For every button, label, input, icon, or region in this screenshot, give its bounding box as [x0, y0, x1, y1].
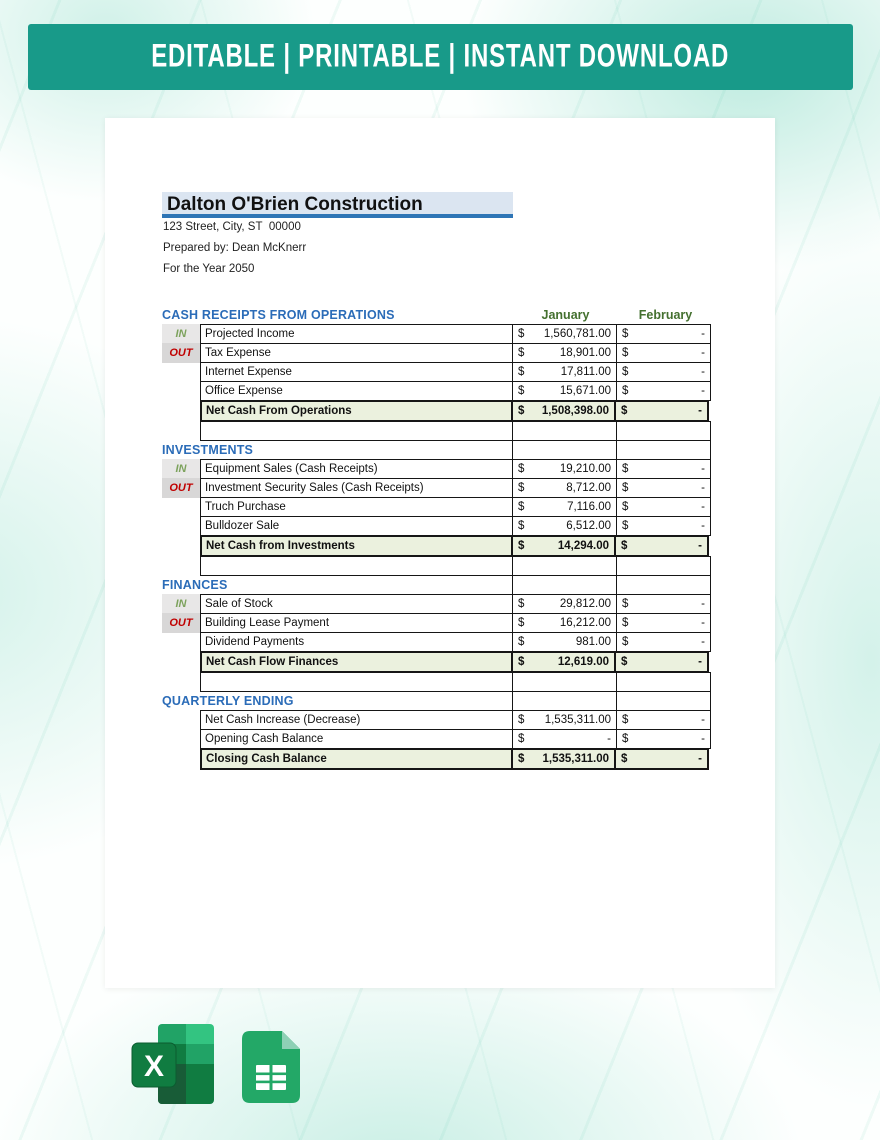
cell-january [512, 613, 617, 633]
promo-banner [28, 24, 853, 90]
cell-value: 29,812.00 [559, 598, 611, 610]
total-label-cell: Closing Cash Balance [200, 748, 513, 770]
currency-symbol: $ [518, 385, 525, 397]
cell-january [512, 381, 617, 401]
row-label-cell: Net Cash Increase (Decrease) [200, 710, 513, 730]
cell-value: 16,212.00 [559, 617, 611, 629]
spacer-row [162, 421, 716, 441]
cell-value: - [701, 617, 705, 629]
row-tag-in: IN [162, 324, 200, 344]
total-row [162, 400, 716, 422]
row-label-cell: Dividend Payments [200, 632, 513, 652]
cell-february [614, 535, 709, 557]
currency-symbol: $ [622, 733, 629, 745]
cell-value: - [701, 347, 705, 359]
cell-january [512, 343, 617, 363]
empty-cell [512, 421, 617, 441]
cell-value: 1,508,398.00 [541, 405, 609, 417]
cell-february [616, 710, 711, 730]
cell-value: 18,901.00 [559, 347, 611, 359]
row-label-cell: Sale of Stock [200, 594, 513, 614]
cell-february [616, 440, 711, 460]
currency-symbol: $ [622, 347, 629, 359]
tag-spacer [162, 535, 200, 557]
section-header-row [162, 305, 716, 325]
column-header-january: January [541, 308, 590, 322]
total-row [162, 535, 716, 557]
empty-cell [616, 421, 711, 441]
currency-symbol: $ [518, 405, 525, 417]
row-tag-out: OUT [162, 343, 200, 363]
total-label-cell: Net Cash from Investments [200, 535, 513, 557]
currency-symbol: $ [622, 617, 629, 629]
row-label-cell: Opening Cash Balance [200, 729, 513, 749]
currency-symbol: $ [518, 366, 525, 378]
cell-february [614, 651, 709, 673]
total-label-cell: Net Cash Flow Finances [200, 651, 513, 673]
currency-symbol: $ [518, 753, 525, 765]
cell-january [512, 729, 617, 749]
cell-value: 19,210.00 [559, 463, 611, 475]
cell-january [512, 324, 617, 344]
currency-symbol: $ [518, 482, 525, 494]
currency-symbol: $ [518, 347, 525, 359]
cell-value: 12,619.00 [557, 656, 609, 668]
cell-value: - [701, 328, 705, 340]
row-tag-in: IN [162, 459, 200, 479]
cell-january [512, 516, 617, 536]
cell-january [512, 632, 617, 652]
cell-february [616, 324, 711, 344]
cell-february [616, 343, 711, 363]
currency-symbol: $ [622, 520, 629, 532]
cell-january [512, 594, 617, 614]
cell-value: - [701, 636, 705, 648]
cell-january [511, 748, 616, 770]
currency-symbol: $ [622, 482, 629, 494]
tag-spacer [162, 497, 200, 517]
cell-value: - [701, 520, 705, 532]
table-row [162, 497, 716, 517]
tag-spacer [162, 362, 200, 382]
cell-january [512, 478, 617, 498]
row-label-cell: Truch Purchase [200, 497, 513, 517]
tag-spacer [162, 421, 200, 441]
tag-spacer [162, 672, 200, 692]
table-row [162, 729, 716, 749]
cell-value: - [701, 714, 705, 726]
cell-value: - [701, 463, 705, 475]
spreadsheet-table [162, 305, 716, 770]
empty-cell [200, 556, 513, 576]
cell-value: - [698, 656, 702, 668]
total-row [162, 651, 716, 673]
year-line: For the Year 2050 [163, 263, 255, 275]
row-tag-out: OUT [162, 478, 200, 498]
section-header-row [162, 691, 716, 711]
table-row [162, 613, 716, 633]
cell-february [616, 613, 711, 633]
cell-value: 981.00 [575, 636, 611, 648]
cell-value: - [701, 733, 705, 745]
cell-value: 14,294.00 [557, 540, 609, 552]
row-label-cell: Internet Expense [200, 362, 513, 382]
currency-symbol: $ [622, 366, 629, 378]
cell-february [616, 459, 711, 479]
cell-value: - [701, 598, 705, 610]
section-title: INVESTMENTS [162, 443, 254, 457]
empty-cell [512, 672, 617, 692]
cell-value: 1,560,781.00 [543, 328, 611, 340]
excel-icon[interactable] [128, 1022, 216, 1106]
cell-january [512, 459, 617, 479]
cell-february [616, 691, 711, 711]
cell-february [616, 516, 711, 536]
cell-value: - [698, 753, 702, 765]
cell-january [512, 691, 617, 711]
row-label-cell: Building Lease Payment [200, 613, 513, 633]
total-row [162, 748, 716, 770]
cell-january [512, 710, 617, 730]
currency-symbol: $ [621, 540, 628, 552]
table-row [162, 381, 716, 401]
cell-february [616, 497, 711, 517]
currency-symbol: $ [622, 385, 629, 397]
row-label-cell: Tax Expense [200, 343, 513, 363]
document-page [105, 118, 775, 988]
row-label-cell: Bulldozer Sale [200, 516, 513, 536]
cell-value: - [698, 540, 702, 552]
cell-january [511, 535, 616, 557]
table-row [162, 324, 716, 344]
currency-symbol: $ [518, 636, 525, 648]
company-address: 123 Street, City, ST 00000 [163, 221, 301, 233]
currency-symbol: $ [518, 714, 525, 726]
cell-value: 6,512.00 [566, 520, 611, 532]
cell-january [511, 400, 616, 422]
empty-cell [616, 556, 711, 576]
empty-cell [200, 672, 513, 692]
cell-february [616, 478, 711, 498]
promo-banner-text: EDITABLE | PRINTABLE | INSTANT DOWNLOAD [151, 38, 730, 75]
cell-value: 7,116.00 [567, 501, 611, 513]
column-header-february: February [638, 308, 693, 322]
row-label-cell: Office Expense [200, 381, 513, 401]
currency-symbol: $ [622, 598, 629, 610]
table-row [162, 710, 716, 730]
tag-spacer [162, 381, 200, 401]
cell-value: 17,811.00 [560, 366, 611, 378]
row-tag-in: IN [162, 594, 200, 614]
table-row [162, 632, 716, 652]
tag-spacer [162, 556, 200, 576]
google-sheets-icon[interactable] [240, 1031, 302, 1103]
cell-value: - [698, 405, 702, 417]
spacer-row [162, 672, 716, 692]
table-row [162, 594, 716, 614]
cell-february [614, 400, 709, 422]
table-row [162, 362, 716, 382]
tag-spacer [162, 748, 200, 770]
empty-cell [616, 672, 711, 692]
currency-symbol: $ [518, 617, 525, 629]
company-title: Dalton O'Brien Construction [162, 192, 513, 218]
cell-january [512, 362, 617, 382]
tag-spacer [162, 729, 200, 749]
currency-symbol: $ [518, 463, 525, 475]
cell-february [614, 748, 709, 770]
tag-spacer [162, 651, 200, 673]
tag-spacer [162, 400, 200, 422]
cell-february [616, 632, 711, 652]
currency-symbol: $ [518, 540, 525, 552]
cell-february [616, 381, 711, 401]
cell-january [511, 651, 616, 673]
cell-january [512, 497, 617, 517]
cell-value: - [701, 501, 705, 513]
empty-cell [512, 556, 617, 576]
currency-symbol: $ [518, 598, 525, 610]
cell-january [512, 575, 617, 595]
tag-spacer [162, 516, 200, 536]
currency-symbol: $ [622, 714, 629, 726]
row-label-cell: Projected Income [200, 324, 513, 344]
row-tag-out: OUT [162, 613, 200, 633]
cell-value: 8,712.00 [566, 482, 611, 494]
tag-spacer [162, 632, 200, 652]
cell-value: - [701, 482, 705, 494]
currency-symbol: $ [622, 501, 629, 513]
cell-january [512, 440, 617, 460]
svg-text:X: X [143, 1050, 165, 1083]
tag-spacer [162, 710, 200, 730]
table-row [162, 516, 716, 536]
row-label-cell: Investment Security Sales (Cash Receipts) [200, 478, 513, 498]
currency-symbol: $ [518, 656, 525, 668]
currency-symbol: $ [518, 328, 525, 340]
section-title: QUARTERLY ENDING [162, 694, 294, 708]
table-row [162, 343, 716, 363]
cell-february [616, 729, 711, 749]
cell-value: 15,671.00 [559, 385, 611, 397]
cell-february [616, 575, 711, 595]
currency-symbol: $ [621, 753, 628, 765]
cell-value: - [701, 385, 705, 397]
cell-value: 1,535,311.00 [544, 714, 611, 726]
total-label-cell: Net Cash From Operations [200, 400, 513, 422]
currency-symbol: $ [518, 501, 525, 513]
currency-symbol: $ [622, 636, 629, 648]
section-header-row [162, 440, 716, 460]
spacer-row [162, 556, 716, 576]
section-title: FINANCES [162, 578, 228, 592]
table-row [162, 478, 716, 498]
currency-symbol: $ [621, 656, 628, 668]
cell-february [616, 362, 711, 382]
currency-symbol: $ [621, 405, 628, 417]
empty-cell [200, 421, 513, 441]
table-row [162, 459, 716, 479]
cell-value: - [607, 733, 611, 745]
section-title: CASH RECEIPTS FROM OPERATIONS [162, 308, 395, 322]
cell-february [616, 594, 711, 614]
cell-value: - [701, 366, 705, 378]
cell-value: 1,535,311.00 [542, 753, 609, 765]
prepared-by-line: Prepared by: Dean McKnerr [163, 242, 307, 254]
section-header-row [162, 575, 716, 595]
currency-symbol: $ [622, 328, 629, 340]
row-label-cell: Equipment Sales (Cash Receipts) [200, 459, 513, 479]
currency-symbol: $ [518, 733, 525, 745]
currency-symbol: $ [622, 463, 629, 475]
currency-symbol: $ [518, 520, 525, 532]
